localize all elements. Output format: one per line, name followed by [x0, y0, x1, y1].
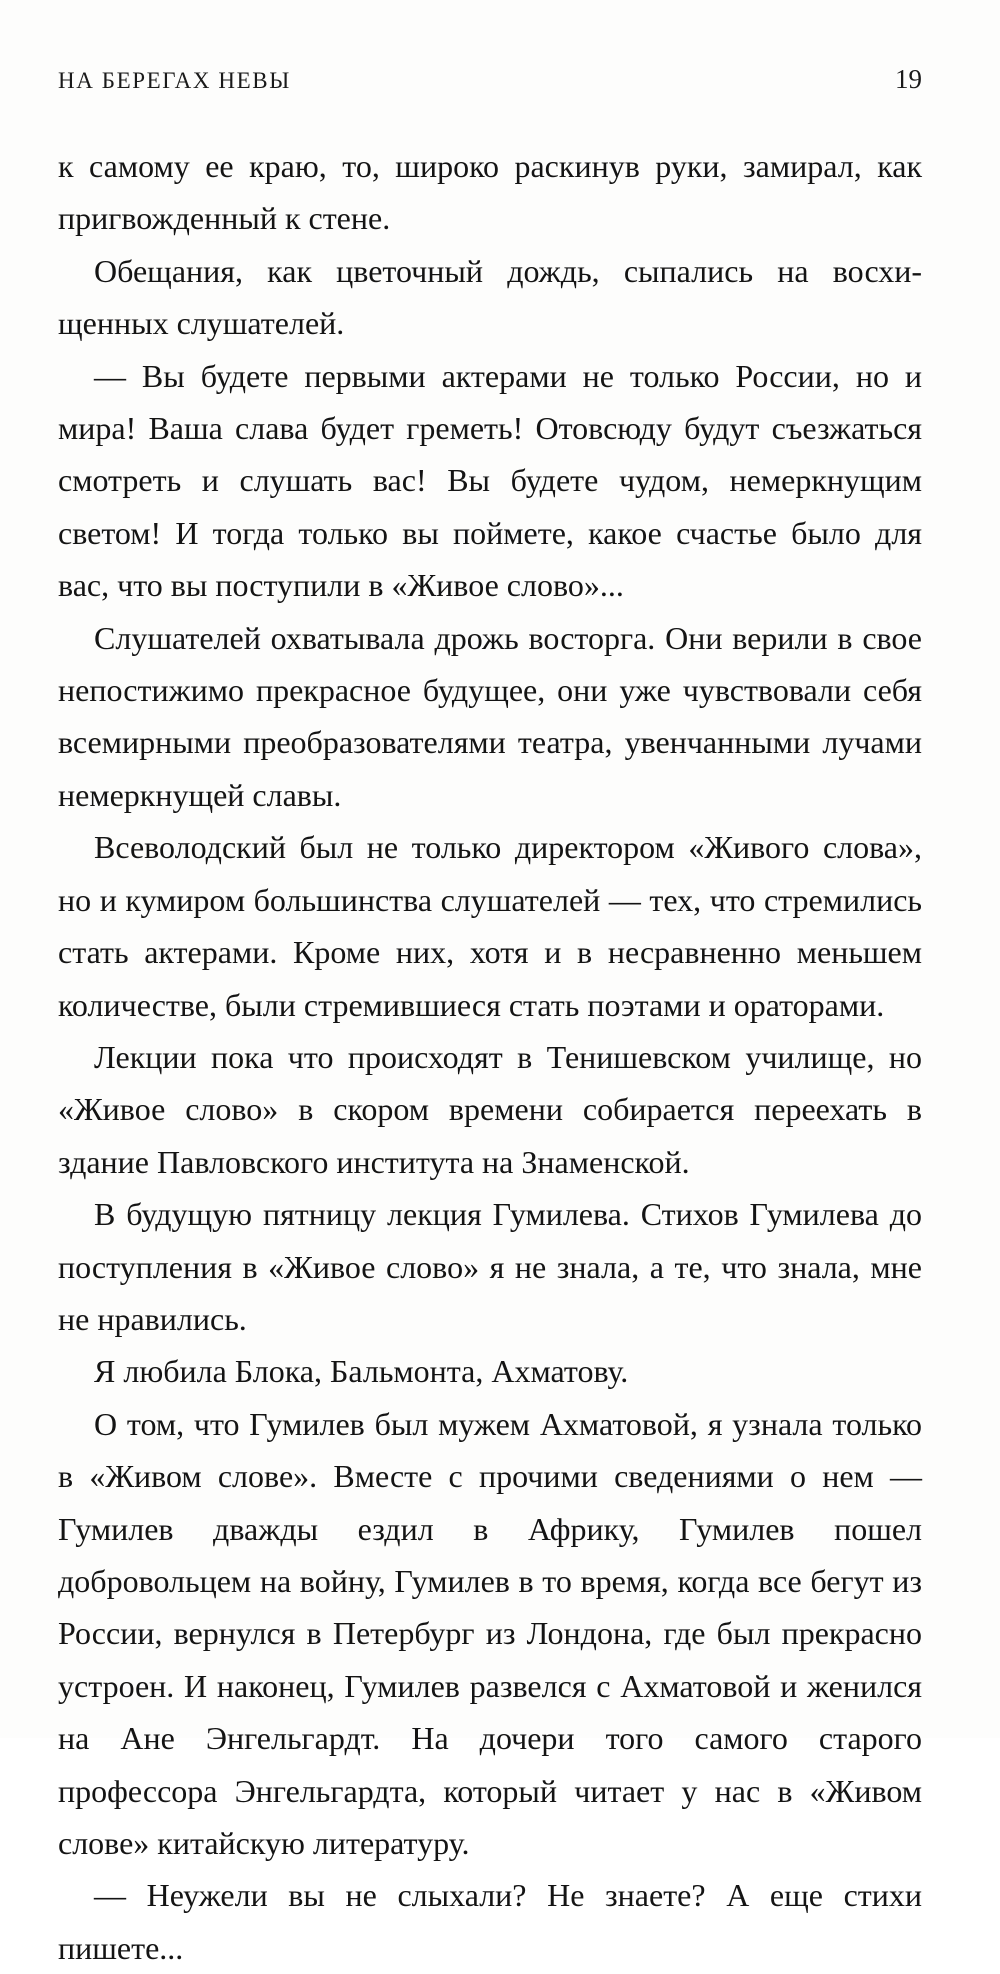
paragraph: Обещания, как цветочный дождь, сыпались на восхищенных слушателей. — [58, 252, 922, 342]
paragraph: к самому ее краю, то, широко раскинув руки, замирал, как пригвожденный к стене. — [58, 148, 922, 237]
dialogue-paragraph: — Вы будете первыми актерами не только России, но и мира! Ваша слава будет греметь! Отовсюду будут съезжаться смотреть и слушать вас! Вы будете чудом, немеркнущим светом! И тогда только вы поймете, какое счастье было для вас, что вы поступили в «Живое слово»... — [58, 357, 922, 604]
dialogue-paragraph: — Неужели вы не слыхали? Не знаете? А еще стихи пишете... — [58, 1877, 922, 1966]
paragraph: Лекции пока что происходят в Тенишевском училище, но «Живое слово» в скором времени собирается переехать в здание Павловского института на Знаменской. — [58, 1038, 922, 1180]
running-header — [58, 64, 922, 95]
paragraph: Всеволодский был не только директором «Живого слова», но и кумиром большинства слушателей — тех, что стремились стать актерами. Кроме них, хотя и в несравненно меньшем количестве, были стремившиеся стать поэтами и ораторами. — [58, 829, 922, 1023]
paragraph: В будущую пятницу лекция Гумилева. Стихов Гумилева до поступления в «Живое слово» я не знала, а те, что знала, мне не нравились. — [58, 1196, 922, 1337]
page-number: 19 — [895, 64, 922, 94]
body-text — [58, 140, 922, 1974]
paragraph: Слушателей охватывала дрожь восторга. Они верили в свое непостижимо прекрасное будущее, они уже чувствовали себя всемирными преобразователями театра, увенчанными лучами немеркнущей славы. — [58, 619, 922, 813]
paragraph: Я любила Блока, Бальмонта, Ахматову. — [94, 1353, 629, 1390]
paragraph: О том, что Гумилев был мужем Ахматовой, я узнала только в «Живом слове». Вместе с прочими сведениями о нем — Гумилев дважды ездил в Африку, Гумилев пошел добровольцем на войну, Гумилев в то время, когда все бегут из России, вернулся в Петербург из Лондона, где был прекрасно устроен. И наконец, Гумилев развелся с Ахматовой и женился на Ане Энгельгардт. На дочери того самого старого профессора Энгельгардта, который читает у нас в «Живом слове» китайскую литературу. — [58, 1405, 922, 1861]
running-title: НА БЕРЕГАХ НЕВЫ — [58, 68, 291, 93]
